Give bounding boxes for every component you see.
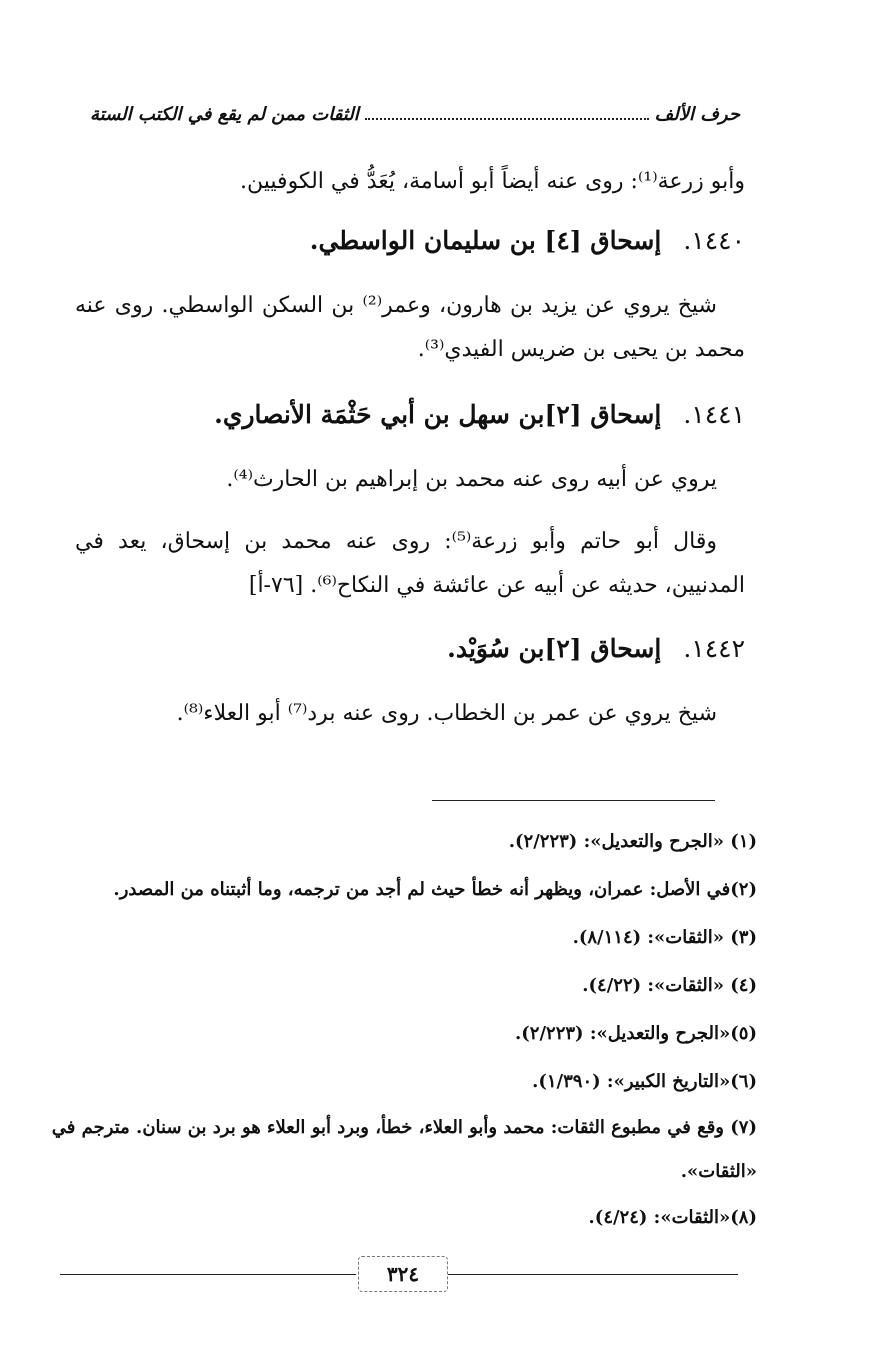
paragraph-text: وقال أبو حاتم وأبو زرعة⁽⁵⁾: روى عنه محمد بن إسحاق، يعد في المدنيين، حديثه عن أبيه عن عائشة في النكاح⁽⁶⁾. [٧٦-أ] <box>75 529 745 598</box>
paragraph-text: يروي عن أبيه روى عنه محمد بن إبراهيم بن الحارث⁽⁴⁾. <box>226 467 717 492</box>
paragraph-text: شيخ يروي عن يزيد بن هارون، وعمر⁽²⁾ بن السكن الواسطي. روى عنه محمد بن يحيى بن ضريس الفيدي⁽³⁾. <box>75 293 745 362</box>
entry-heading-1442 <box>75 634 745 663</box>
entry-paragraph-1441-b <box>75 520 745 608</box>
footnote-1: (١) «الجرح والتعديل»: (٢/٢٢٣). <box>508 831 757 852</box>
footnote-2: (٢)في الأصل: عمران، ويظهر أنه خطأ حيث لم أجد من ترجمه، وما أثبتناه من المصدر. <box>113 879 757 900</box>
page-footer <box>60 1262 738 1288</box>
footer-rule-right <box>448 1274 738 1275</box>
footnote-5: (٥)«الجرح والتعديل»: (٢/٢٢٣). <box>515 1023 757 1044</box>
footnote-6: (٦)«التاريخ الكبير»: (١/٣٩٠). <box>532 1071 757 1092</box>
entry-number: ١٤٤١. <box>683 400 745 429</box>
header-section: حرف الألف <box>654 104 740 125</box>
footnote-separator <box>432 800 715 801</box>
entry-number: ١٤٤٠. <box>683 226 745 255</box>
entry-name: إسحاق [٢]بن سُوَيْد. <box>447 634 662 663</box>
footnote-7: (٧) وقع في مطبوع الثقات: محمد وأبو العلاء، خطأ، وبرد أبو العلاء هو برد بن سنان. مترجم في «الثقات». <box>51 1117 757 1182</box>
entry-number: ١٤٤٢. <box>683 634 745 663</box>
continuation-text: وأبو زرعة⁽¹⁾: روى عنه أيضاً أبو أسامة، يُعَدُّ في الكوفيين. <box>240 169 745 194</box>
entry-heading-1441 <box>75 400 745 429</box>
footnote-4: (٤) «الثقات»: (٤/٢٢). <box>582 975 757 996</box>
running-header <box>90 104 740 125</box>
entry-heading-1440 <box>75 226 745 255</box>
entry-name: إسحاق [٢]بن سهل بن أبي حَثْمَة الأنصاري. <box>214 400 662 429</box>
entry-paragraph-1440 <box>75 284 745 372</box>
page-number: ٣٢٤ <box>358 1256 448 1292</box>
footer-rule-left <box>60 1274 356 1275</box>
footnote-3: (٣) «الثقات»: (٨/١١٤). <box>572 927 757 948</box>
footnote-8: (٨)«الثقات»: (٤/٢٤). <box>588 1207 757 1228</box>
continuation-paragraph <box>75 160 745 204</box>
header-dotted-leader <box>365 104 649 120</box>
entry-paragraph-1442 <box>75 692 745 736</box>
paragraph-text: شيخ يروي عن عمر بن الخطاب. روى عنه برد⁽⁷⁾ أبو العلاء⁽⁸⁾. <box>176 701 717 726</box>
entry-name: إسحاق [٤] بن سليمان الواسطي. <box>309 226 662 255</box>
entry-paragraph-1441-a <box>75 458 745 502</box>
header-book-title: الثقات ممن لم يقع في الكتب الستة <box>90 104 359 125</box>
footnotes <box>48 818 757 1242</box>
